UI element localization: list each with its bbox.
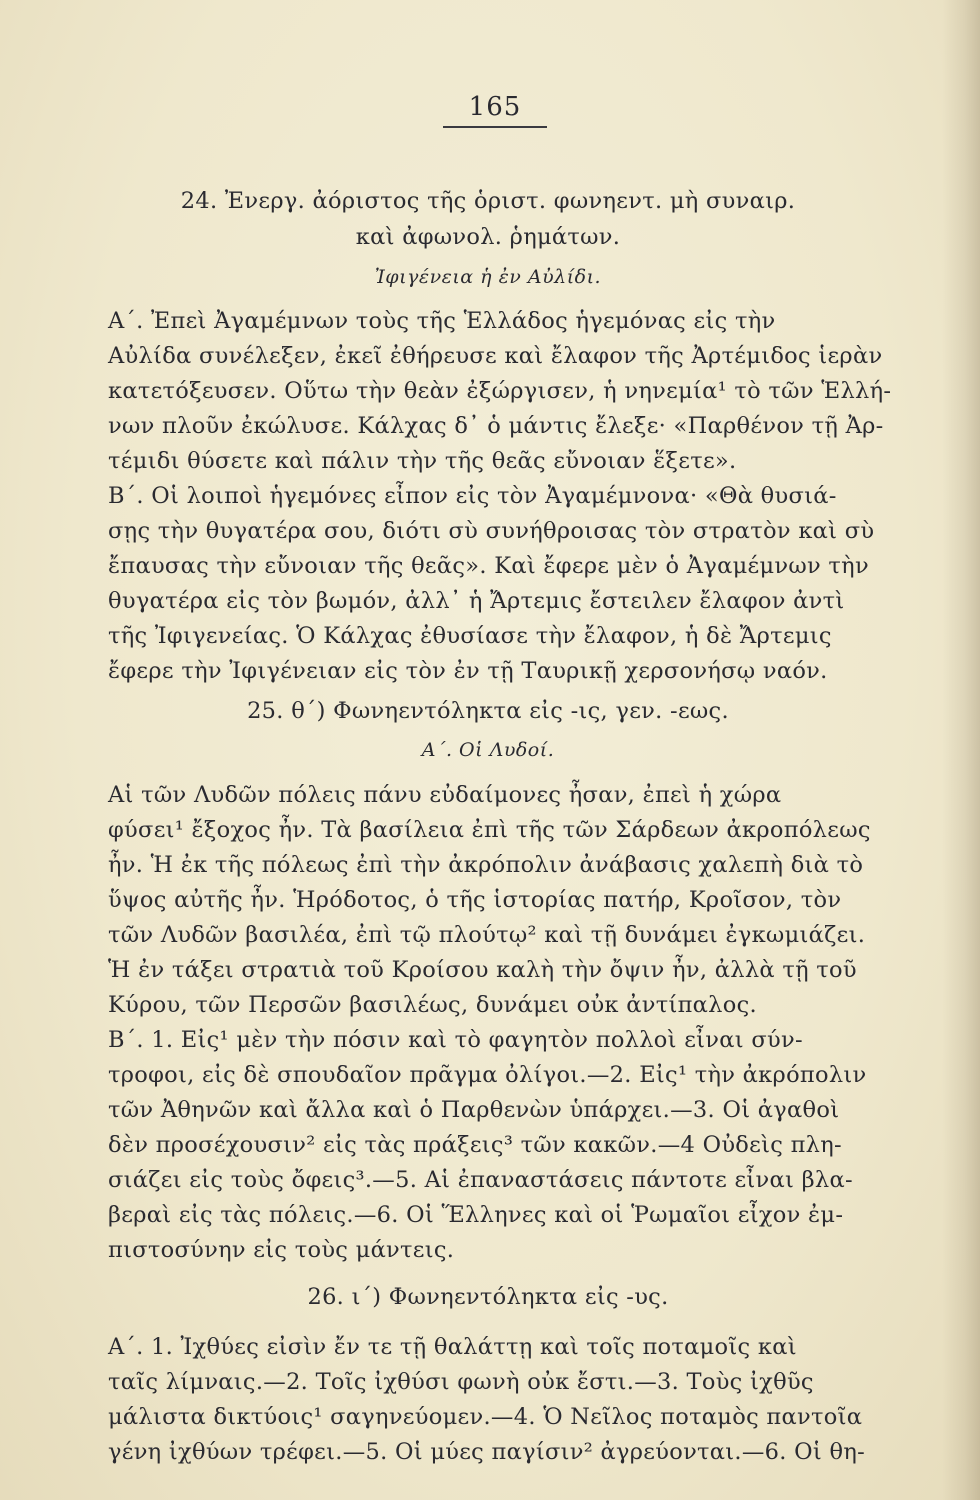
text-line: ἔφερε τὴν Ἰφιγένειαν εἰς τὸν ἐν τῇ Ταυρικῇ χερσονήσῳ ναόν.	[108, 658, 828, 684]
text-line: θυγατέρα εἰς τὸν βωμόν, ἀλλ᾽ ἡ Ἄρτεμις ἔστειλεν ἔλαφον ἀντὶ	[108, 588, 845, 614]
text-line: Ἡ ἐν τάξει στρατιὰ τοῦ Κροίσου καλὴ τὴν ὄψιν ἦν, ἀλλὰ τῇ τοῦ	[108, 957, 857, 983]
text-line: Αὐλίδα συνέλεξεν, ἐκεῖ ἐθήρευσε καὶ ἔλαφον τῆς Ἀρτέμιδος ἱερὰν	[108, 343, 883, 369]
text-line: σῃς τὴν θυγατέρα σου, διότι σὺ συνήθροισας τὸν στρατὸν καὶ σὺ	[108, 518, 875, 544]
page-number-rule	[443, 126, 547, 128]
subheading-iphigenia: Ἰφιγένεια ἡ ἐν Αὐλίδι.	[374, 266, 602, 288]
text-line: γένη ἰχθύων τρέφει.—5. Οἱ μύες παγίσιν² ἀγρεύονται.—6. Οἱ θη-	[108, 1439, 866, 1465]
text-line: βεραὶ εἰς τὰς πόλεις.—6. Οἱ Ἕλληνες καὶ οἱ Ῥωμαῖοι εἶχον ἐμ-	[108, 1202, 844, 1228]
page-number: 165	[468, 92, 522, 122]
text-line: Α΄. Ἐπεὶ Ἀγαμέμνων τοὺς τῆς Ἑλλάδος ἡγεμόνας εἰς τὴν	[108, 308, 776, 334]
text-line: Β΄. Οἱ λοιποὶ ἡγεμόνες εἶπον εἰς τὸν Ἀγαμέμνονα· «Θὰ θυσιά-	[108, 483, 837, 509]
text-line: τῶν Ἀθηνῶν καὶ ἄλλα καὶ ὁ Παρθενὼν ὑπάρχει.—3. Οἱ ἀγαθοὶ	[108, 1097, 840, 1123]
text-line: ἦν. Ἡ ἐκ τῆς πόλεως ἐπὶ τὴν ἀκρόπολιν ἀνάβασις χαλεπὴ διὰ τὸ	[108, 852, 864, 878]
text-line: μάλιστα δικτύοις¹ σαγηνεύομεν.—4. Ὁ Νεῖλος ποταμὸς παντοῖα	[108, 1404, 863, 1430]
text-line: κατετόξευσεν. Οὕτω τὴν θεὰν ἐξώργισεν, ἡ νηνεμία¹ τὸ τῶν Ἑλλή-	[108, 378, 892, 404]
text-line: Κύρου, τῶν Περσῶν βασιλέως, δυνάμει οὐκ ἀντίπαλος.	[108, 992, 757, 1018]
text-line: δὲν προσέχουσιν² εἰς τὰς πράξεις³ τῶν κακῶν.—4 Οὐδεὶς πλη-	[108, 1132, 842, 1158]
text-line: Αἱ τῶν Λυδῶν πόλεις πάνυ εὐδαίμονες ἦσαν, ἐπεὶ ἡ χώρα	[108, 782, 782, 808]
section-26-heading: 26. ι΄) Φωνηεντόληκτα εἰς -υς.	[307, 1284, 669, 1310]
section-24-heading-cont: καὶ ἀφωνολ. ῥημάτων.	[355, 224, 621, 250]
section-24-heading: 24. Ἐνεργ. ἀόριστος τῆς ὁριστ. φωνηεντ. μὴ συναιρ.	[180, 188, 796, 214]
text-line: Α΄. 1. Ἰχθύες εἰσὶν ἔν τε τῇ θαλάττῃ καὶ τοῖς ποταμοῖς καὶ	[108, 1334, 797, 1360]
text-line: νων πλοῦν ἐκώλυσε. Κάλχας δ᾽ ὁ μάντις ἔλεξε· «Παρθένον τῇ Ἀρ-	[108, 413, 884, 439]
text-line: τροφοι, εἰς δὲ σπουδαῖον πρᾶγμα ὀλίγοι.—2. Εἰς¹ τὴν ἀκρόπολιν	[108, 1062, 867, 1088]
text-line: ταῖς λίμναις.—2. Τοῖς ἰχθύσι φωνὴ οὐκ ἔστι.—3. Τοὺς ἰχθῦς	[108, 1369, 814, 1395]
text-line: τῶν Λυδῶν βασιλέα, ἐπὶ τῷ πλούτῳ² καὶ τῇ δυνάμει ἐγκωμιάζει.	[108, 922, 866, 948]
text-line: τῆς Ἰφιγενείας. Ὁ Κάλχας ἐθυσίασε τὴν ἔλαφον, ἡ δὲ Ἄρτεμις	[108, 623, 832, 649]
text-line: τέμιδι θύσετε καὶ πάλιν τὴν τῆς θεᾶς εὔνοιαν ἕξετε».	[108, 448, 737, 474]
page-gutter-shadow	[942, 0, 980, 1500]
text-line: πιστοσύνην εἰς τοὺς μάντεις.	[108, 1237, 455, 1263]
section-25-heading: 25. θ΄) Φωνηεντόληκτα εἰς -ις, γεν. -εως.	[247, 698, 729, 724]
text-line: φύσει¹ ἔξοχος ἦν. Τὰ βασίλεια ἐπὶ τῆς τῶν Σάρδεων ἀκροπόλεως	[108, 817, 871, 843]
text-line: σιάζει εἰς τοὺς ὄφεις³.—5. Αἱ ἐπαναστάσεις πάντοτε εἶναι βλα-	[108, 1167, 853, 1193]
text-line: ἔπαυσας τὴν εὔνοιαν τῆς θεᾶς». Καὶ ἔφερε μὲν ὁ Ἀγαμέμνων τὴν	[108, 553, 869, 579]
subheading-lydians: Α΄. Οἱ Λυδοί.	[421, 739, 555, 761]
text-line: Β΄. 1. Εἰς¹ μὲν τὴν πόσιν καὶ τὸ φαγητὸν πολλοὶ εἶναι σύν-	[108, 1027, 803, 1053]
text-line: ὕψος αὐτῆς ἦν. Ἡρόδοτος, ὁ τῆς ἱστορίας πατήρ, Κροῖσον, τὸν	[108, 887, 842, 913]
